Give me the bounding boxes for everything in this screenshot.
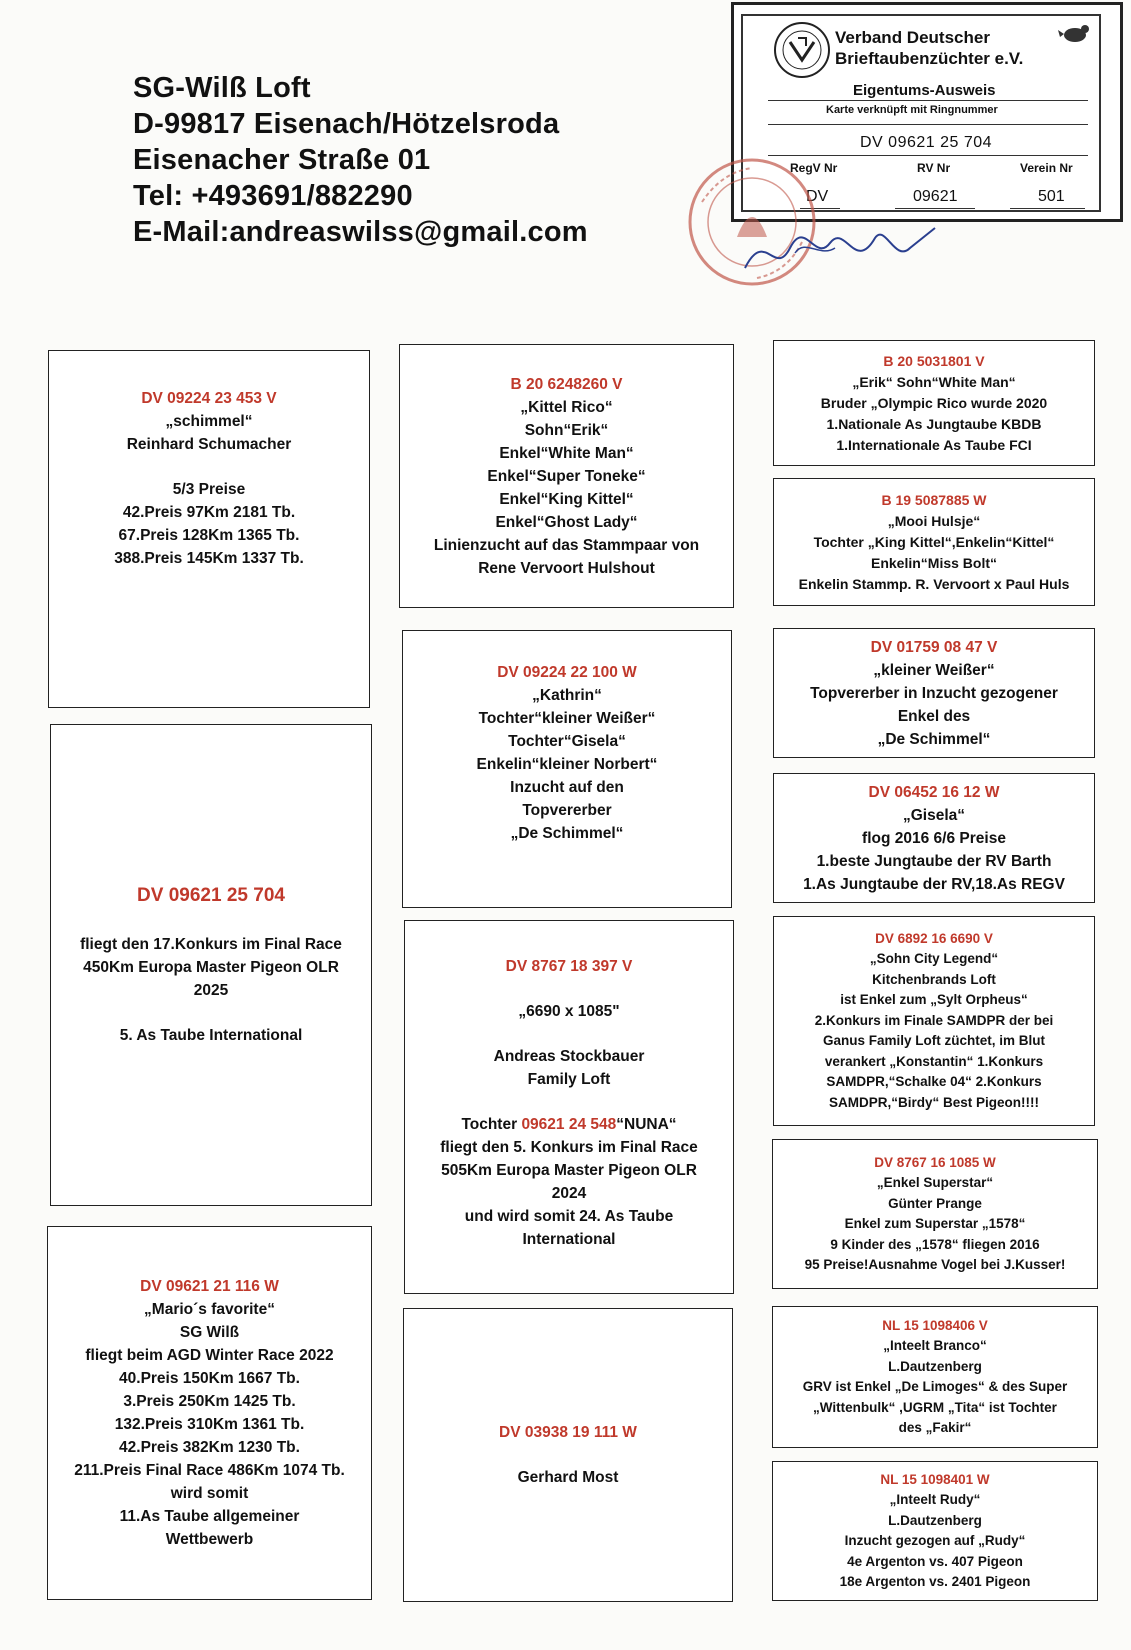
detail-line: 95 Preise!Ausnahme Vogel bei J.Kusser! <box>804 1257 1066 1272</box>
ring-number: DV 01759 08 47 V <box>870 638 998 656</box>
card-divider <box>768 100 1088 101</box>
detail-line: 67.Preis 128Km 1365 Tb. <box>118 527 300 544</box>
loft-label: Family Loft <box>527 1071 611 1088</box>
detail-line: Bruder „Olympic Rico wurde 2020 <box>820 394 1048 411</box>
detail-line: 1.Internationale As Taube FCI <box>836 436 1032 453</box>
daughter-ring-number: 09621 24 548 <box>521 1116 617 1133</box>
pigeon-icon <box>1058 20 1092 46</box>
card-title: Eigentums-Ausweis <box>853 82 996 99</box>
card-subtitle: Karte verknüpft mit Ringnummer <box>826 104 998 116</box>
card-divider <box>768 124 1088 125</box>
detail-line: wird somit <box>170 1485 249 1502</box>
card-divider <box>895 208 975 209</box>
vdb-logo-icon <box>772 20 832 80</box>
card-divider <box>1010 208 1085 209</box>
breeder-name: L.Dautzenberg <box>888 1358 982 1374</box>
rv-value: 09621 <box>913 188 958 205</box>
ring-number: DV 09224 22 100 W <box>497 664 637 681</box>
postal-line: D-99817 Eisenach/Hötzelsroda <box>133 108 560 140</box>
detail-line: 4e Argenton vs. 407 Pigeon <box>847 1553 1023 1569</box>
detail-line: Inzucht gezogen auf „Rudy“ <box>844 1533 1026 1548</box>
ring-number: B 19 5087885 W <box>881 491 987 508</box>
detail-line: 1.As Jungtaube der RV,18.As REGV <box>803 875 1065 893</box>
detail-line: Enkel des <box>897 707 971 725</box>
breeder-name: Günter Prange <box>888 1195 982 1211</box>
breeder-address <box>133 70 588 250</box>
pedigree-box-col3-2 <box>773 478 1095 606</box>
ring-number: DV 03938 19 111 W <box>499 1424 637 1441</box>
pedigree-box-col3-3 <box>773 628 1095 758</box>
detail-line: 2024 <box>551 1185 587 1202</box>
daughter-line: Tochter 09621 24 548“NUNA“ <box>461 1116 677 1133</box>
pigeon-name: „Gisela“ <box>902 806 966 824</box>
ring-number: DV 09621 25 704 <box>137 884 285 906</box>
detail-line: Tochter „King Kittel“,Enkelin“Kittel“ <box>813 533 1055 550</box>
detail-line: 2025 <box>193 981 229 999</box>
detail-line: 2.Konkurs im Finale SAMDPR der bei <box>814 1012 1054 1028</box>
detail-line: Enkelin“kleiner Norbert“ <box>476 756 658 773</box>
card-ring-number: DV 09621 25 704 <box>860 134 993 151</box>
detail-line: „De Schimmel“ <box>510 825 624 842</box>
detail-line: 42.Preis 97Km 2181 Tb. <box>122 504 296 521</box>
detail-line: Wettbewerb <box>165 1531 254 1548</box>
detail-line: Tochter“kleiner Weißer“ <box>478 710 656 727</box>
detail-line: SAMDPR,“Birdy“ Best Pigeon!!!! <box>828 1094 1039 1110</box>
detail-line: 450Km Europa Master Pigeon OLR <box>83 958 339 976</box>
detail-line: ist Enkel zum „Sylt Orpheus“ <box>840 992 1028 1008</box>
detail-line: Enkel“Ghost Lady“ <box>495 513 638 531</box>
verein-label: Verein Nr <box>1020 161 1073 175</box>
pigeon-name: „Inteelt Branco“ <box>883 1338 987 1353</box>
ring-number: DV 8767 18 397 V <box>505 958 633 975</box>
regv-label: RegV Nr <box>790 161 838 175</box>
pigeon-name: „Enkel Superstar“ <box>876 1175 994 1190</box>
breeder-name: SG Wilß <box>179 1324 240 1341</box>
detail-line: verankert „Konstantin“ 1.Konkurs <box>824 1053 1044 1069</box>
loft-name: SG-Wilß Loft <box>133 72 311 104</box>
pedigree-box-col2-4 <box>403 1308 733 1602</box>
breeder-name: Gerhard Most <box>517 1469 619 1486</box>
detail-line: fliegt den 17.Konkurs im Final Race <box>80 935 342 953</box>
detail-line: des „Fakir“ <box>898 1420 972 1435</box>
pigeon-name: „schimmel“ <box>165 413 253 430</box>
pigeon-name: „Mooi Hulsje“ <box>887 512 981 529</box>
ring-number: B 20 5031801 V <box>883 352 985 369</box>
detail-line: Enkel“White Man“ <box>499 444 634 462</box>
pigeon-name: „Erik“ Sohn“White Man“ <box>852 373 1016 390</box>
detail-line: Tochter“Gisela“ <box>508 733 626 750</box>
detail-line: Ganus Family Loft züchtet, im Blut <box>822 1033 1045 1049</box>
detail-line: 1.Nationale As Jungtaube KBDB <box>826 415 1042 432</box>
detail-line: und wird somit 24. As Taube <box>464 1208 674 1225</box>
detail-line: 211.Preis Final Race 486Km 1074 Tb. <box>74 1462 345 1479</box>
pigeon-name: „Mario´s favorite“ <box>144 1301 275 1318</box>
pedigree-box-col1-2 <box>50 724 372 1206</box>
rv-label: RV Nr <box>917 161 951 175</box>
ring-number: DV 8767 16 1085 W <box>874 1154 996 1170</box>
ring-number: DV 09621 21 116 W <box>140 1278 279 1295</box>
signature <box>735 218 945 288</box>
email-line: E-Mail:andreaswilss@gmail.com <box>133 216 588 248</box>
pigeon-name: „Inteelt Rudy“ <box>889 1492 981 1507</box>
detail-line: flog 2016 6/6 Preise <box>862 829 1006 847</box>
detail-line: Enkel zum Superstar „1578“ <box>844 1216 1026 1231</box>
detail-line: 40.Preis 150Km 1667 Tb. <box>119 1370 300 1387</box>
breeder-name: Andreas Stockbauer <box>493 1048 645 1065</box>
pigeon-name: „Kathrin“ <box>532 687 602 704</box>
breeder-name: Reinhard Schumacher <box>126 436 292 453</box>
pigeon-name: „Kittel Rico“ <box>520 398 613 416</box>
pedigree-box-col1-1 <box>48 350 370 708</box>
phone-line: Tel: +493691/882290 <box>133 180 413 212</box>
detail-line: 18e Argenton vs. 2401 Pigeon <box>839 1574 1031 1589</box>
detail-line: GRV ist Enkel „De Limoges“ & des Super <box>802 1379 1068 1394</box>
street-line: Eisenacher Straße 01 <box>133 144 431 176</box>
detail-line: Enkelin Stammp. R. Vervoort x Paul Huls <box>798 575 1070 592</box>
detail-line: International <box>522 1231 616 1248</box>
detail-line: Kitchenbrands Loft <box>872 971 996 987</box>
detail-line: Linienzucht auf das Stammpaar von <box>433 536 700 554</box>
pedigree-box-col3-6 <box>772 1139 1098 1289</box>
pedigree-box-col3-7 <box>772 1306 1098 1448</box>
detail-line: 132.Preis 310Km 1361 Tb. <box>114 1416 305 1433</box>
verein-value: 501 <box>1038 188 1065 205</box>
detail-line: 5. As Taube International <box>119 1026 303 1044</box>
pigeon-name: „kleiner Weißer“ <box>873 661 995 679</box>
detail-line: 1.beste Jungtaube der RV Barth <box>816 852 1052 870</box>
pedigree-box-col3-4 <box>773 773 1095 903</box>
breeder-name: L.Dautzenberg <box>888 1512 982 1528</box>
pedigree-box-col3-1 <box>773 340 1095 466</box>
pedigree-box-col2-3 <box>404 920 734 1294</box>
ring-number: DV 06452 16 12 W <box>868 783 1000 801</box>
detail-line: Enkel“King Kittel“ <box>499 490 634 508</box>
pigeon-name: „Sohn City Legend“ <box>869 951 999 967</box>
card-organization: Verband Deutscher Brieftaubenzüchter e.V. <box>835 28 1024 68</box>
pedigree-box-col3-5 <box>773 916 1095 1126</box>
detail-line: 42.Preis 382Km 1230 Tb. <box>119 1439 300 1456</box>
pedigree-box-col1-3 <box>47 1226 372 1600</box>
detail-line: Inzucht auf den <box>510 779 624 796</box>
detail-line: Topvererber in Inzucht gezogener <box>810 684 1058 702</box>
ring-number: NL 15 1098406 V <box>882 1317 988 1333</box>
pedigree-box-col3-8 <box>772 1461 1098 1601</box>
pairing-line: „6690 x 1085" <box>518 1003 620 1020</box>
detail-line: 5/3 Preise <box>172 481 246 498</box>
detail-line: SAMDPR,“Schalke 04“ 2.Konkurs <box>826 1074 1042 1090</box>
pedigree-box-col2-1 <box>399 344 734 608</box>
ring-number: B 20 6248260 V <box>510 375 623 393</box>
detail-line: Enkelin“Miss Bolt“ <box>870 554 998 571</box>
detail-line: 11.As Taube allgemeiner <box>119 1508 300 1525</box>
detail-line: „Wittenbulk“ ,UGRM „Tita“ ist Tochter <box>813 1399 1057 1415</box>
ring-number: DV 09224 23 453 V <box>141 390 277 407</box>
pedigree-box-col2-2 <box>402 630 732 908</box>
detail-line: Topvererber <box>522 802 612 819</box>
detail-line: „De Schimmel“ <box>877 730 991 748</box>
detail-line: 9 Kinder des „1578“ fliegen 2016 <box>830 1236 1040 1252</box>
detail-line: 388.Preis 145Km 1337 Tb. <box>114 550 304 567</box>
detail-line: Rene Vervoort Hulshout <box>478 559 655 577</box>
ring-number: NL 15 1098401 W <box>880 1471 990 1487</box>
detail-line: fliegt den 5. Konkurs im Final Race <box>440 1139 698 1156</box>
detail-line: Enkel“Super Toneke“ <box>487 467 646 485</box>
detail-line: 505Km Europa Master Pigeon OLR <box>441 1162 697 1179</box>
detail-line: Sohn“Erik“ <box>524 421 609 439</box>
detail-line: 3.Preis 250Km 1425 Tb. <box>123 1393 296 1410</box>
detail-line: fliegt beim AGD Winter Race 2022 <box>85 1347 334 1364</box>
ring-number: DV 6892 16 6690 V <box>875 930 993 946</box>
regv-value: DV <box>806 188 829 205</box>
